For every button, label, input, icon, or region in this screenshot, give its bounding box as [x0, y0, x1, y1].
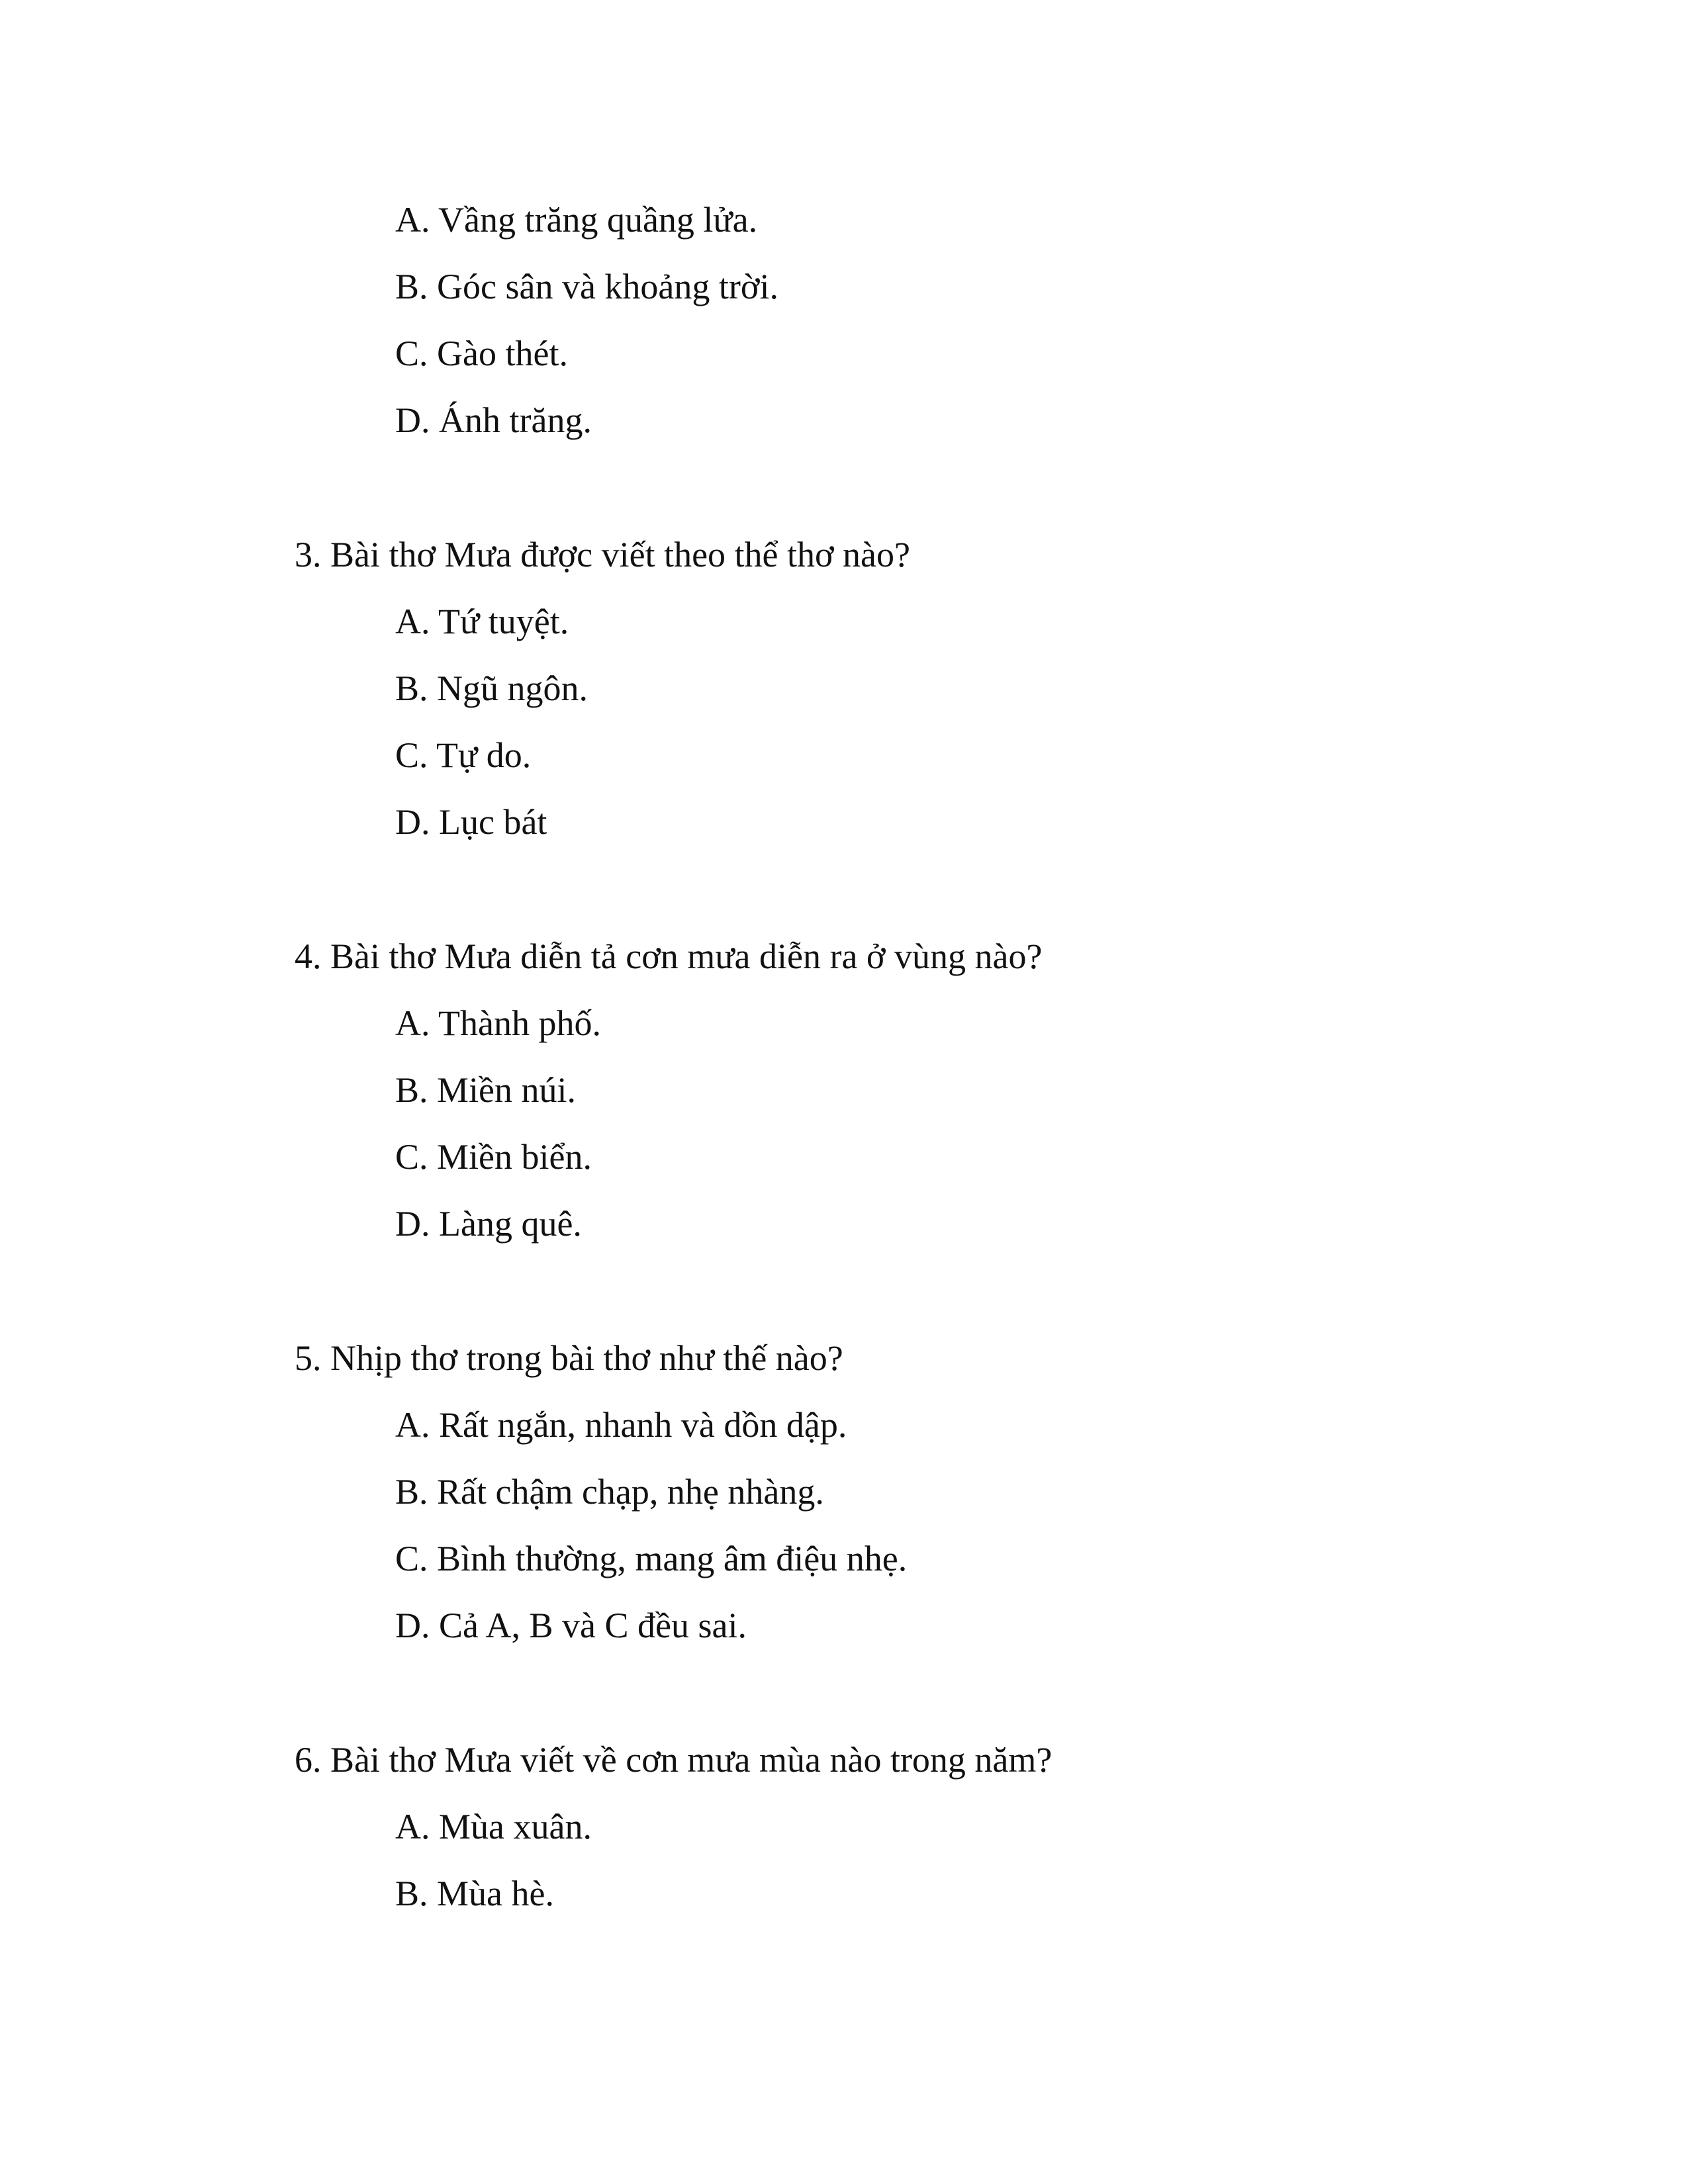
- question-4-option-d: D. Làng quê.: [395, 1204, 582, 1244]
- question-5: 5. Nhịp thơ trong bài thơ như thế nào?: [295, 1338, 843, 1378]
- question-5-option-d: D. Cả A, B và C đều sai.: [395, 1606, 747, 1645]
- question-6: 6. Bài thơ Mưa viết về cơn mưa mùa nào trong năm?: [295, 1740, 1053, 1780]
- question-4-option-c: C. Miền biển.: [395, 1137, 592, 1177]
- question-4: 4. Bài thơ Mưa diễn tả cơn mưa diễn ra ở vùng nào?: [295, 936, 1043, 976]
- question-3-option-d: D. Lục bát: [395, 802, 547, 842]
- question-5-option-b: B. Rất chậm chạp, nhẹ nhàng.: [395, 1472, 824, 1512]
- question-4-option-a: A. Thành phố.: [395, 1003, 601, 1043]
- option-prev-d: D. Ánh trăng.: [395, 400, 592, 440]
- question-5-option-c: C. Bình thường, mang âm điệu nhẹ.: [395, 1539, 908, 1578]
- option-prev-a: A. Vầng trăng quầng lửa.: [395, 200, 758, 240]
- question-5-option-a: A. Rất ngắn, nhanh và dồn dập.: [395, 1405, 847, 1445]
- option-prev-b: B. Góc sân và khoảng trời.: [395, 267, 778, 306]
- question-3-option-c: C. Tự do.: [395, 735, 532, 775]
- question-6-option-b: B. Mùa hè.: [395, 1874, 554, 1913]
- question-3-option-a: A. Tứ tuyệt.: [395, 602, 569, 641]
- question-3: 3. Bài thơ Mưa được viết theo thể thơ nào?: [295, 535, 910, 574]
- option-prev-c: C. Gào thét.: [395, 334, 568, 373]
- question-6-option-a: A. Mùa xuân.: [395, 1807, 592, 1846]
- question-4-option-b: B. Miền núi.: [395, 1070, 577, 1110]
- question-3-option-b: B. Ngũ ngôn.: [395, 668, 588, 708]
